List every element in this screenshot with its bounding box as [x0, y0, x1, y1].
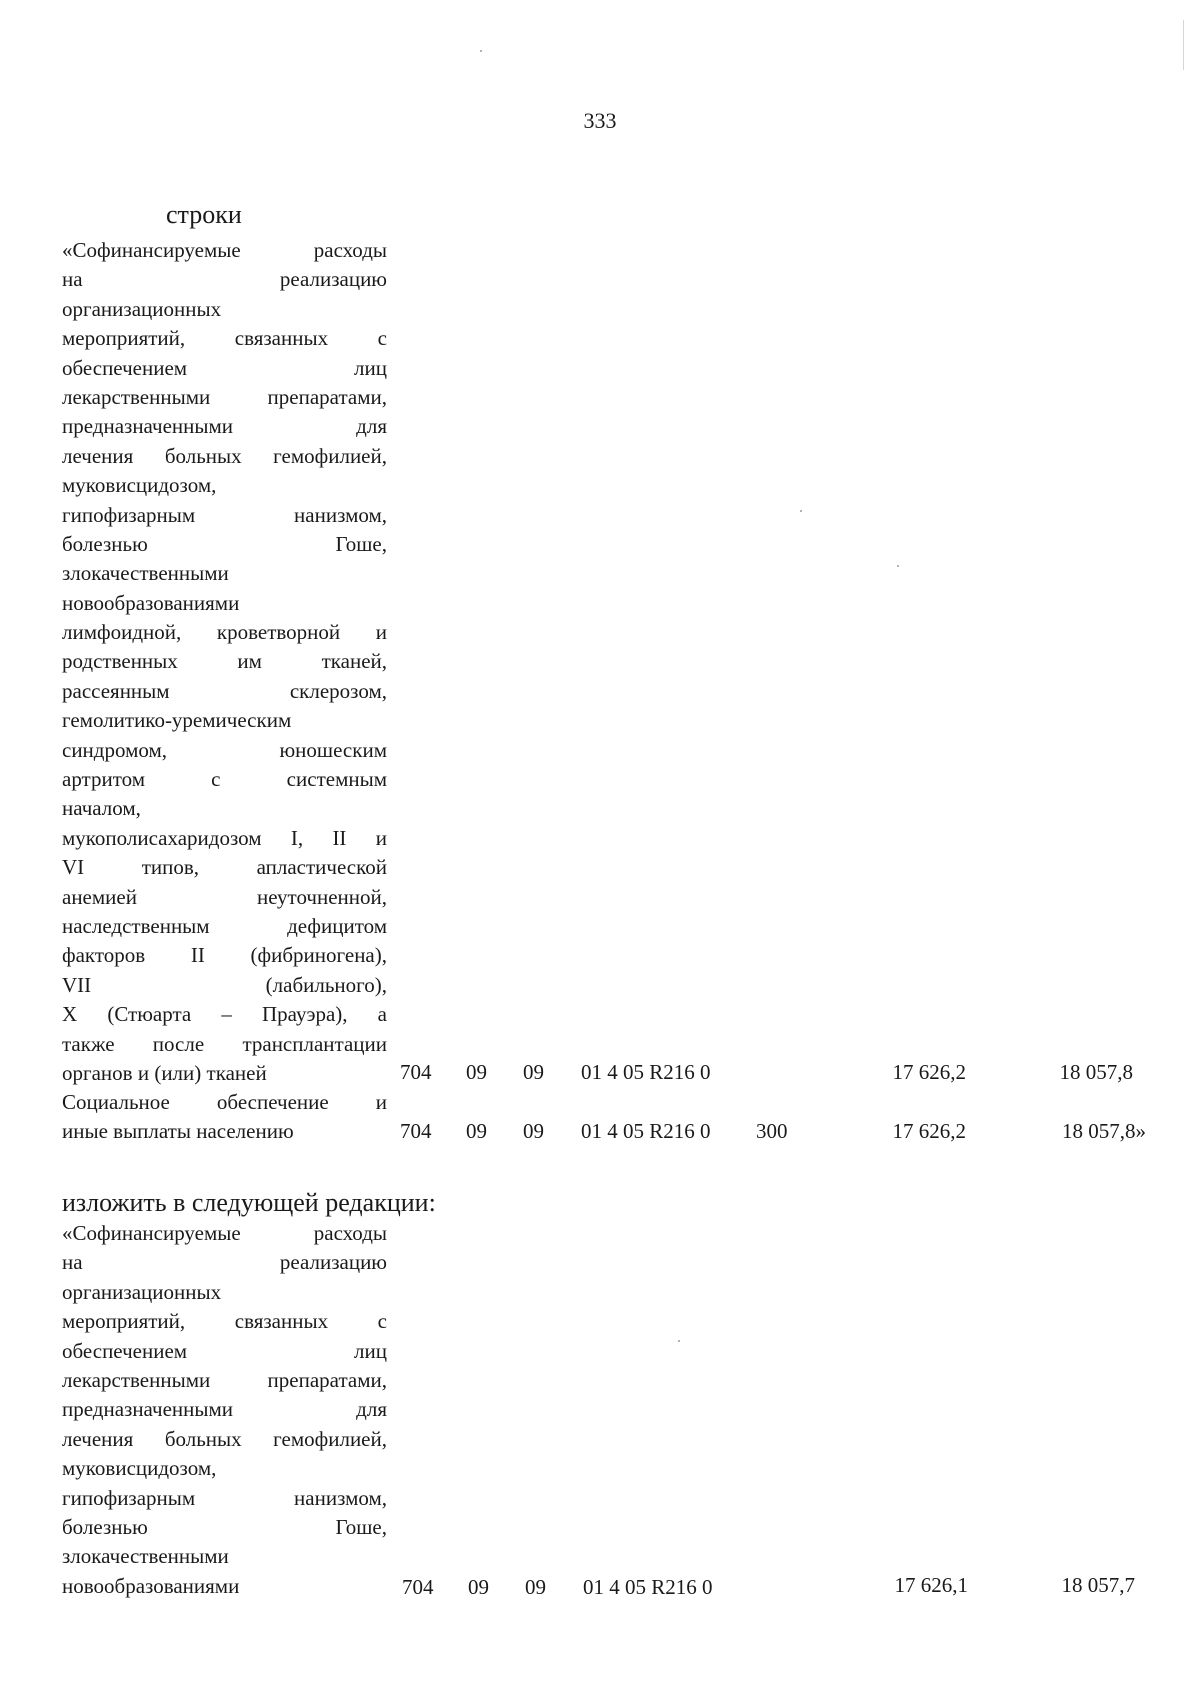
desc-line: органов и (или) тканей	[62, 1060, 267, 1085]
desc-line: иные выплаты населению	[62, 1119, 294, 1144]
row2-sum-year2: 18 057,8»	[1062, 1119, 1146, 1143]
desc-line: обеспечением лиц	[62, 1338, 387, 1363]
block2-description	[62, 1219, 387, 1601]
desc-line: X (Стюарта – Прауэра), а	[62, 1002, 387, 1027]
desc-line: лечения больных гемофилией,	[62, 1426, 387, 1451]
desc-line: организационных	[62, 296, 222, 321]
row2-subsection-code: 09	[523, 1119, 544, 1143]
desc-line: на реализацию	[62, 1250, 387, 1275]
row2-target-code: 01 4 05 R216 0	[581, 1119, 711, 1143]
block2-ministry-code: 704	[402, 1575, 434, 1599]
desc-line: наследственным дефицитом	[62, 913, 387, 938]
desc-line: обеспечением лиц	[62, 355, 387, 380]
desc-line: мероприятий, связанных с	[62, 1309, 387, 1334]
heading-lines: строки	[166, 200, 242, 229]
desc-line: мукополисахаридозом I, II и	[62, 825, 387, 850]
desc-line: лечения больных гемофилией,	[62, 443, 387, 468]
desc-line: мероприятий, связанных с	[62, 326, 387, 351]
block2-section-code: 09	[468, 1575, 489, 1599]
block2-target-code: 01 4 05 R216 0	[583, 1575, 713, 1599]
desc-line: VII (лабильного),	[62, 972, 387, 997]
desc-line: также после трансплантации	[62, 1031, 387, 1056]
row-section-code: 09	[466, 1060, 487, 1084]
desc-line: «Софинансируемые расходы	[62, 1221, 387, 1245]
desc-line: артритом с системным	[62, 767, 387, 792]
scan-speck	[678, 1340, 680, 1342]
desc-line: предназначенными для	[62, 414, 387, 439]
desc-line: рассеянным склерозом,	[62, 678, 387, 703]
desc-line: новообразованиями	[62, 1573, 240, 1598]
row-sum-year1: 17 626,2	[892, 1060, 966, 1084]
desc-line: болезнью Гоше,	[62, 1514, 387, 1539]
desc-line: лимфоидной, кроветворной и	[62, 620, 387, 645]
desc-line: Социальное обеспечение и	[62, 1090, 387, 1114]
scan-edge-mark	[1183, 20, 1184, 70]
desc-line: злокачественными	[62, 561, 229, 586]
row2-ministry-code: 704	[400, 1119, 432, 1143]
row-subsection-code: 09	[523, 1060, 544, 1084]
scan-speck	[897, 565, 899, 567]
desc-line: VI типов, апластической	[62, 855, 387, 880]
heading-replace: изложить в следующей редакции:	[62, 1188, 436, 1217]
block2-sum-year2: 18 057,7	[1061, 1573, 1135, 1597]
scan-speck	[480, 50, 482, 52]
desc-line: предназначенными для	[62, 1397, 387, 1422]
row-target-code: 01 4 05 R216 0	[581, 1060, 711, 1084]
desc-line: лекарственными препаратами,	[62, 384, 387, 409]
desc-line: муковисцидозом,	[62, 1456, 217, 1481]
row2-description	[62, 1088, 387, 1147]
desc-line: началом,	[62, 796, 141, 821]
desc-line: гипофизарным нанизмом,	[62, 502, 387, 527]
desc-line: гемолитико-уремическим	[62, 708, 292, 733]
desc-line: синдромом, юношеским	[62, 737, 387, 762]
desc-line: анемией неуточненной,	[62, 884, 387, 909]
desc-line: болезнью Гоше,	[62, 531, 387, 556]
block1-description	[62, 236, 387, 1088]
row-sum-year2: 18 057,8	[1059, 1060, 1133, 1084]
desc-line: родственных им тканей,	[62, 649, 387, 674]
block2-subsection-code: 09	[525, 1575, 546, 1599]
desc-line: муковисцидозом,	[62, 473, 217, 498]
row-ministry-code: 704	[400, 1060, 432, 1084]
desc-line: на реализацию	[62, 267, 387, 292]
desc-line: «Софинансируемые расходы	[62, 238, 387, 262]
row2-expense-type: 300	[756, 1119, 788, 1143]
row2-section-code: 09	[466, 1119, 487, 1143]
desc-line: лекарственными препаратами,	[62, 1367, 387, 1392]
row2-sum-year1: 17 626,2	[892, 1119, 966, 1143]
scan-speck	[800, 510, 802, 512]
page-number: 333	[583, 108, 617, 133]
desc-line: злокачественными	[62, 1544, 229, 1569]
desc-line: факторов II (фибриногена),	[62, 943, 387, 968]
desc-line: гипофизарным нанизмом,	[62, 1485, 387, 1510]
desc-line: организационных	[62, 1279, 222, 1304]
block2-sum-year1: 17 626,1	[894, 1573, 968, 1597]
desc-line: новообразованиями	[62, 590, 240, 615]
